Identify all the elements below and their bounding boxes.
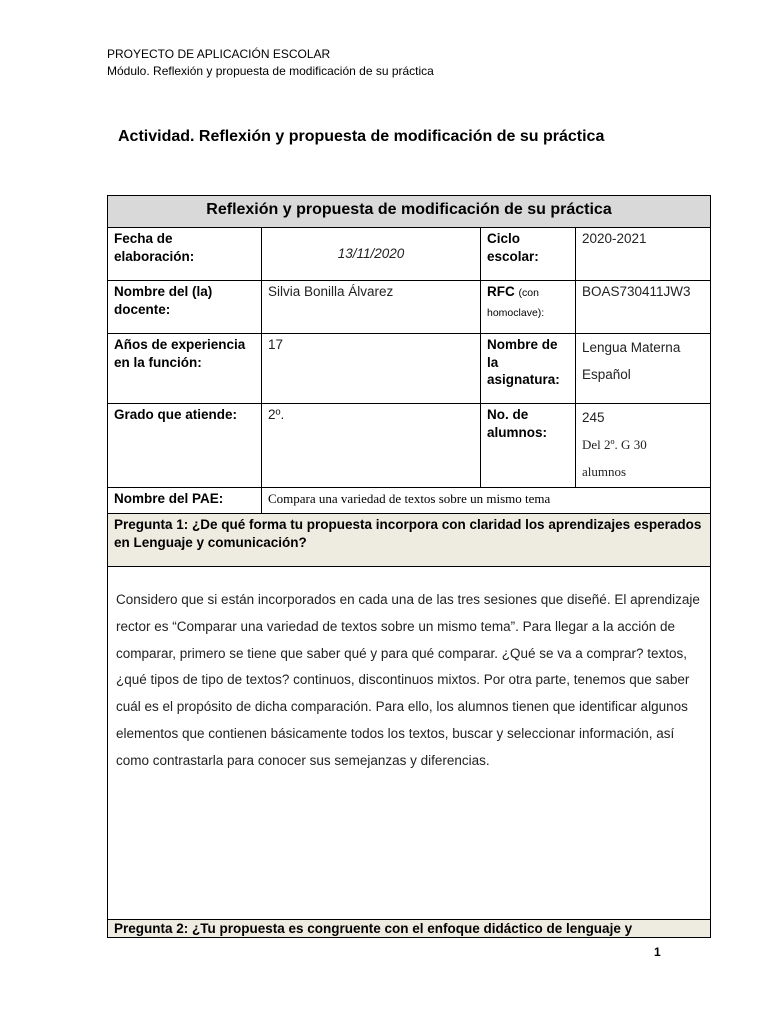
respuesta-1 bbox=[108, 567, 711, 920]
alumnos-value bbox=[576, 404, 711, 488]
pae-value: Compara una variedad de textos sobre un mismo tema bbox=[262, 488, 711, 514]
table-heading: Reflexión y propuesta de modificación de su práctica bbox=[108, 196, 711, 228]
alumnos-line1: 245 bbox=[582, 410, 605, 425]
rfc-label: RFC bbox=[487, 284, 515, 299]
asignatura-label: Nombre de la asignatura: bbox=[481, 334, 576, 404]
header-module: Módulo. Reflexión y propuesta de modificación de su práctica bbox=[107, 64, 434, 78]
docente-value: Silvia Bonilla Álvarez bbox=[262, 281, 481, 334]
alumnos-line2: Del 2º. G 30 bbox=[582, 437, 647, 452]
asignatura-value bbox=[576, 334, 711, 404]
header-project: PROYECTO DE APLICACIÓN ESCOLAR bbox=[107, 47, 331, 61]
grado-value: 2º. bbox=[262, 404, 481, 488]
page-title: Actividad. Reflexión y propuesta de modificación de su práctica bbox=[118, 128, 605, 145]
asignatura-line2: Español bbox=[582, 367, 631, 382]
docente-label: Nombre del (la) docente: bbox=[108, 281, 262, 334]
fecha-value: 13/11/2020 bbox=[262, 228, 481, 281]
pae-label: Nombre del PAE: bbox=[108, 488, 262, 514]
pregunta-2: Pregunta 2: ¿Tu propuesta es congruente con el enfoque didáctico de lenguaje y bbox=[108, 920, 711, 938]
alumnos-label: No. de alumnos: bbox=[481, 404, 576, 488]
pregunta-1: Pregunta 1: ¿De qué forma tu propuesta incorpora con claridad los aprendizajes esperados en Lenguaje y comunicación? bbox=[108, 514, 711, 567]
reflection-table bbox=[107, 195, 710, 938]
grado-label: Grado que atiende: bbox=[108, 404, 262, 488]
fecha-label: Fecha de elaboración: bbox=[108, 228, 262, 281]
document-header bbox=[107, 46, 434, 80]
ciclo-value: 2020-2021 bbox=[576, 228, 711, 281]
anios-value: 17 bbox=[262, 334, 481, 404]
rfc-value: BOAS730411JW3 bbox=[576, 281, 711, 334]
anios-label: Años de experiencia en la función: bbox=[108, 334, 262, 404]
page-number: 1 bbox=[654, 945, 661, 959]
ciclo-label: Ciclo escolar: bbox=[481, 228, 576, 281]
alumnos-line3: alumnos bbox=[582, 464, 627, 479]
rfc-cell bbox=[481, 281, 576, 334]
respuesta-1-text: Considero que si están incorporados en cada una de las tres sesiones que diseñé. El aprendizaje rector es “Comparar una variedad de textos sobre un mismo tema”. Para llegar a la acción de comparar, primero se tiene que saber qué y para qué comparar. ¿Qué se va a comprar? textos, ¿qué tipos de tipo de textos? continuos, discontinuos mixtos. Por otra parte, tenemos que saber cuál es el propósito de dicha comparación. Para ello, los alumnos tienen que identificar algunos elementos que contienen básicamente todos los textos, buscar y seleccionar información, así como contrastarla para conocer sus semejanzas y diferencias. bbox=[116, 592, 700, 768]
asignatura-line1: Lengua Materna bbox=[582, 340, 681, 355]
rfc-note: (con homoclave): bbox=[487, 287, 545, 319]
